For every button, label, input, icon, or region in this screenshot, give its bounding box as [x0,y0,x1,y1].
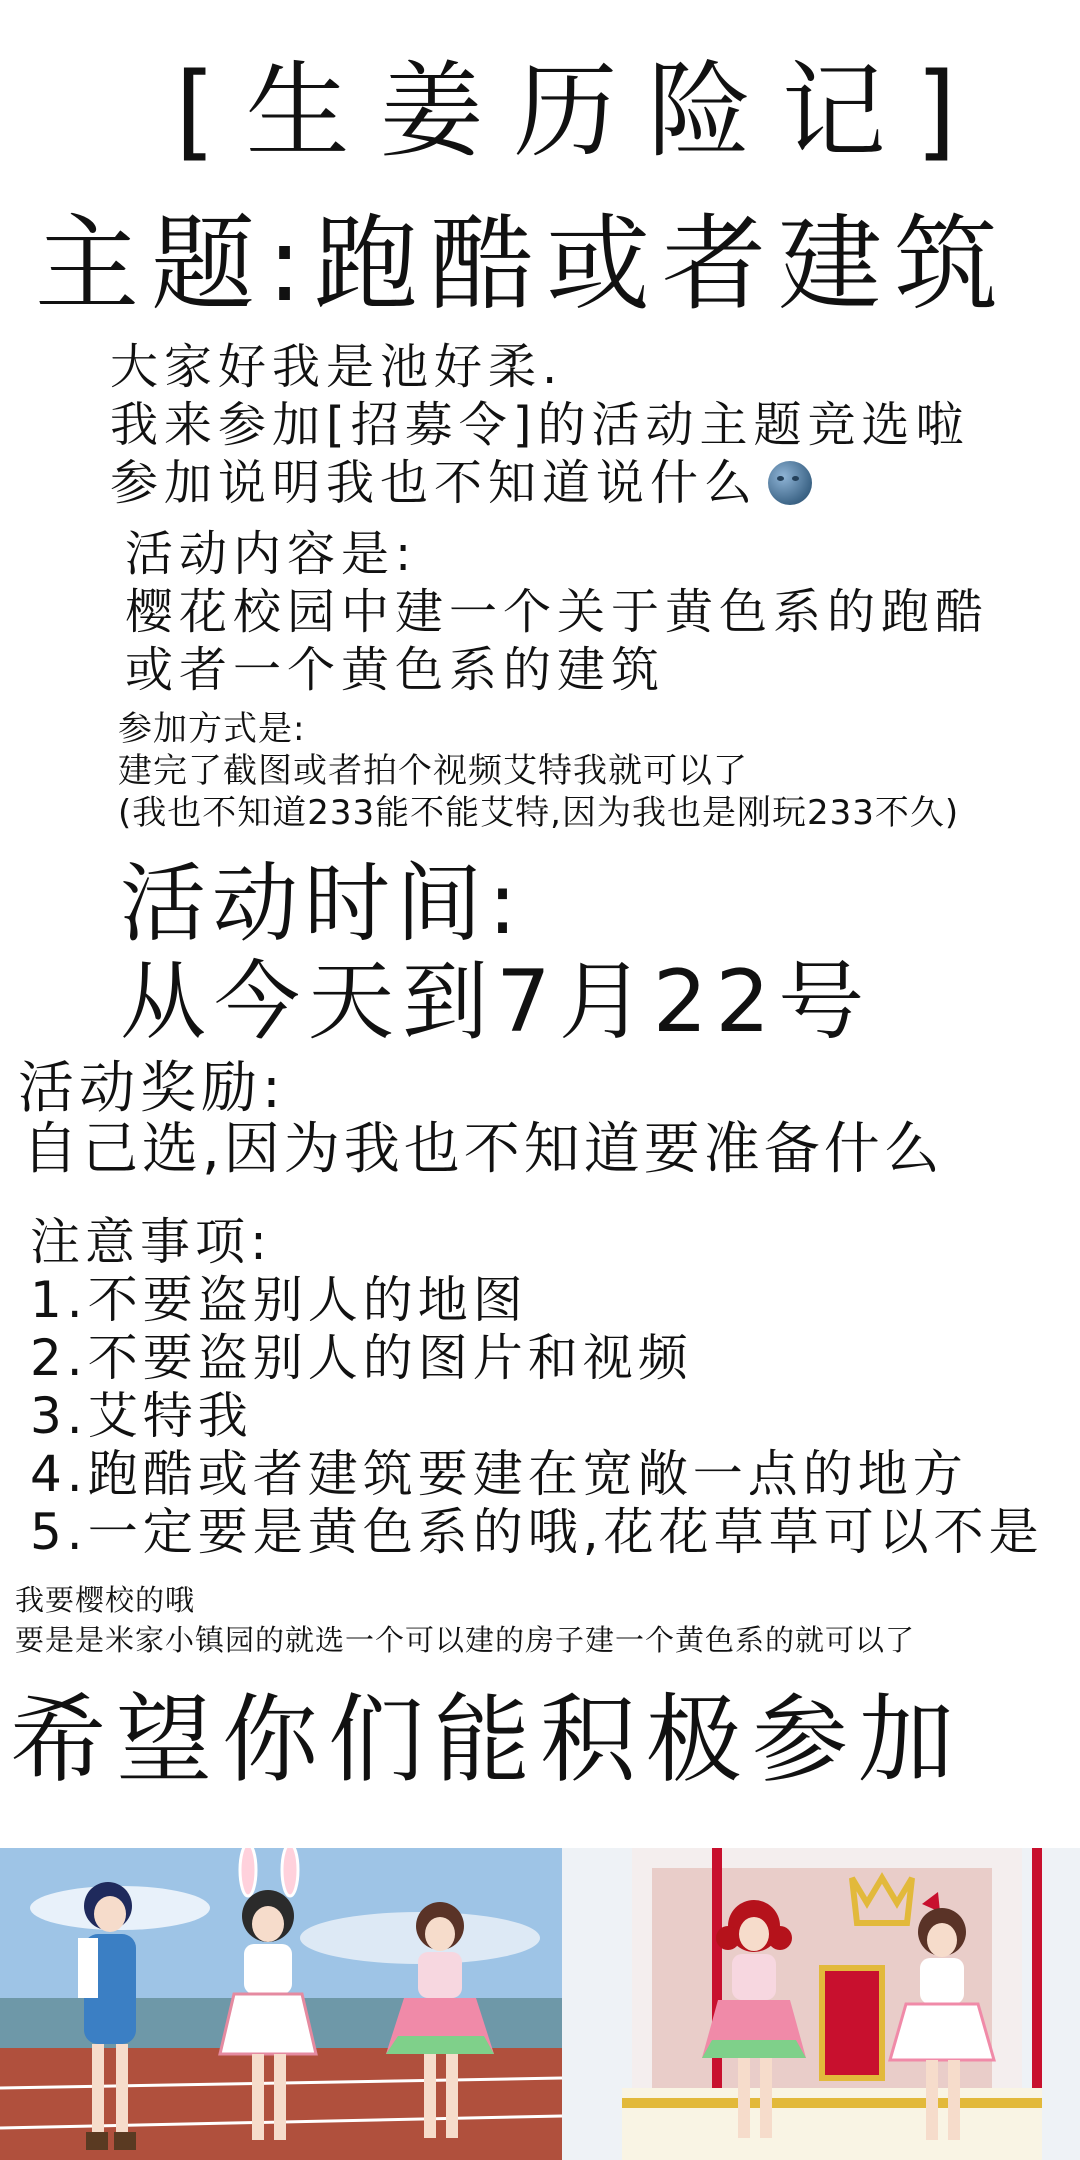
notes-heading: 注意事项: [30,1213,272,1271]
intro-line [110,454,969,512]
intro-line: 我来参加[招募令]的活动主题竞选啦 [110,397,970,453]
method-heading: 参加方式是: [118,709,306,749]
time-heading: 活动时间: [120,854,523,954]
dance-scene-left [0,1848,562,2160]
reward-heading: 活动奖励: [18,1056,286,1121]
new-moon-face-icon [768,461,812,505]
content-line: 樱花校园中建一个关于黄色系的跑酷 [125,584,990,640]
notes-item: 1.不要盗别人的地图 [30,1271,528,1329]
method-section [118,708,959,834]
content-section [125,525,989,699]
theme-heading: 主题:跑酷或者建筑 [35,203,1011,325]
throne-scene-right [562,1848,1080,2160]
intro-line-text: 参加说明我也不知道说什么 [110,455,759,511]
closing-message: 希望你们能积极参加 [10,1684,964,1796]
intro-paragraph [110,338,969,512]
time-value: 从今天到7月22号 [120,952,873,1052]
notes-item: 5.一定要是黄色系的哦,花花草草可以不是 [30,1503,1044,1561]
small-notes [15,1580,915,1660]
notes-item: 4.跑酷或者建筑要建在宽敞一点的地方 [30,1445,968,1503]
notes-section [30,1213,1044,1561]
method-note: (我也不知道233能不能艾特,因为我也是刚玩233不久) [118,793,960,833]
game-screenshots [0,1848,1080,2160]
content-heading: 活动内容是: [125,526,418,582]
notes-item: 3.艾特我 [30,1387,253,1445]
intro-line: 大家好我是池好柔. [110,339,564,395]
reward-value: 自己选,因为我也不知道要准备什么 [22,1117,944,1182]
method-line: 建完了截图或者拍个视频艾特我就可以了 [118,751,748,791]
content-line: 或者一个黄色系的建筑 [125,642,666,698]
small-note-line: 要是是米家小镇园的就选一个可以建的房子建一个黄色系的就可以了 [15,1623,916,1657]
small-note-line: 我要樱校的哦 [15,1583,196,1617]
page-title: [生姜历险记] [175,50,987,172]
notes-item: 2.不要盗别人的图片和视频 [30,1329,693,1387]
